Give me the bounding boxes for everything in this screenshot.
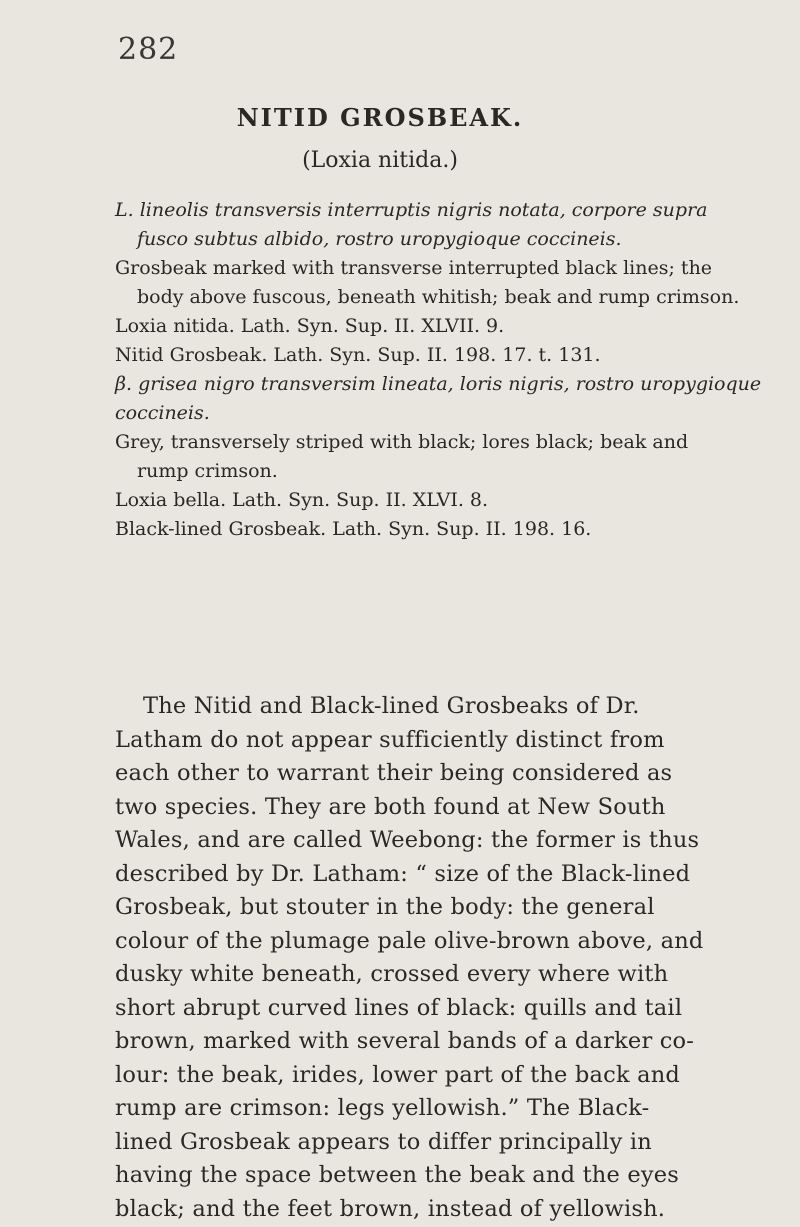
synonym-reference: Nitid Grosbeak. Lath. Syn. Sup. II. 198. 17. t. 131. bbox=[115, 344, 601, 366]
body-line: rump are crimson: legs yellowish.” The Black- bbox=[115, 1095, 650, 1121]
body-line: short abrupt curved lines of black: quills and tail bbox=[115, 994, 683, 1021]
body-line: Grosbeak, but stouter in the body: the general bbox=[115, 894, 655, 920]
body-line: lined Grosbeak appears to differ principally in bbox=[115, 1128, 652, 1155]
variety-latin-line: β. grisea nigro transversim lineata, loris nigris, rostro uropygioque bbox=[115, 373, 762, 395]
latin-name: (Loxia nitida.) bbox=[302, 148, 458, 173]
body-line: having the space between the beak and the eyes bbox=[115, 1162, 680, 1188]
latin-description-line: fusco subtus albido, rostro uropygioque coccineis. bbox=[137, 228, 622, 250]
body-line: Wales, and are called Weebong: the former is thus bbox=[115, 827, 700, 853]
synonym-reference: Black-lined Grosbeak. Lath. Syn. Sup. II. 198. 16. bbox=[115, 518, 592, 540]
variety-english-line: rump crimson. bbox=[137, 460, 278, 482]
body-line: Latham do not appear sufficiently distinct from bbox=[115, 726, 665, 753]
variety-english-line: Grey, transversely striped with black; lores black; beak and bbox=[115, 431, 689, 453]
body-paragraph bbox=[115, 690, 765, 1226]
latin-description-line: L. lineolis transversis interruptis nigris notata, corpore supra bbox=[115, 199, 708, 221]
body-line: colour of the plumage pale olive-brown above, and bbox=[115, 927, 704, 954]
body-line: brown, marked with several bands of a darker co- bbox=[115, 1028, 695, 1054]
page-number: 282 bbox=[118, 32, 179, 67]
body-line: each other to warrant their being considered as bbox=[115, 760, 673, 786]
body-line: The Nitid and Black-lined Grosbeaks of Dr. bbox=[143, 693, 640, 719]
body-line: described by Dr. Latham: “ size of the Black-lined bbox=[115, 860, 691, 887]
english-description-line: body above fuscous, beneath whitish; beak and rump crimson. bbox=[137, 286, 740, 308]
body-line: black; and the feet brown, instead of yellowish. bbox=[115, 1195, 666, 1222]
body-line: lour: the beak, irides, lower part of the back and bbox=[115, 1061, 681, 1088]
body-line: two species. They are both found at New South bbox=[115, 793, 666, 820]
synonym-reference: Loxia nitida. Lath. Syn. Sup. II. XLVII. 9. bbox=[115, 315, 505, 337]
synonymy-block bbox=[115, 196, 762, 544]
body-line: dusky white beneath, crossed every where with bbox=[115, 961, 669, 987]
english-description-line: Grosbeak marked with transverse interrupted black lines; the bbox=[115, 257, 713, 279]
variety-latin-line: coccineis. bbox=[115, 402, 210, 424]
synonym-reference: Loxia bella. Lath. Syn. Sup. II. XLVI. 8. bbox=[115, 489, 489, 511]
page-title: NITID GROSBEAK. bbox=[236, 103, 524, 132]
